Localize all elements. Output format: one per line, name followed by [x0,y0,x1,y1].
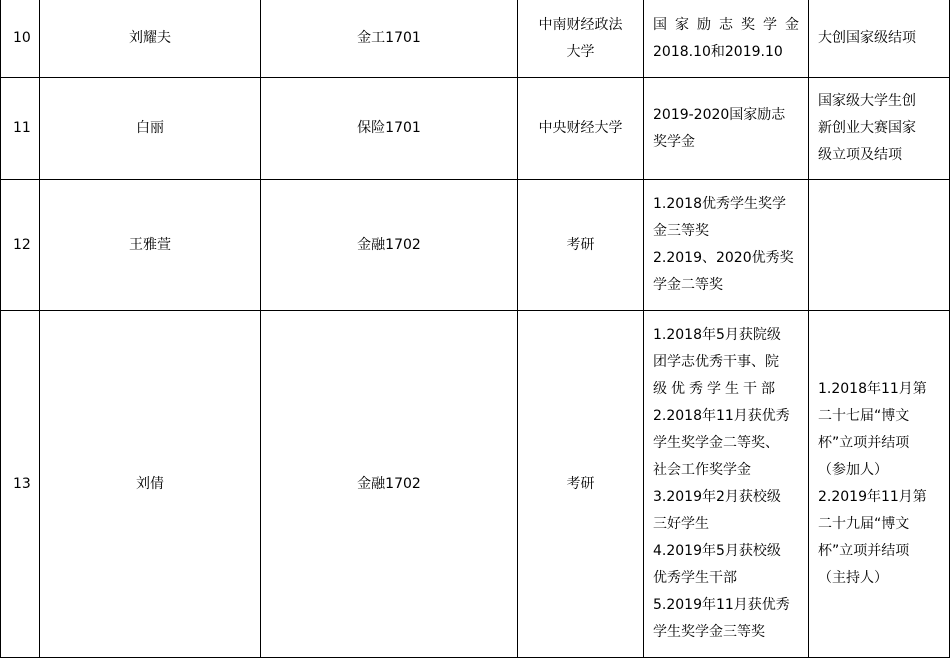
student-class: 金融1702 [261,311,518,658]
award-line: 学生奖学金三等奖 [653,624,765,640]
award-line: 金三等奖 [653,223,709,239]
student-class: 金融1702 [261,180,518,311]
student-name: 王雅萱 [40,180,261,311]
project-line: 二十九届“博文 [818,516,910,532]
project-line: 国家级大学生创 [818,93,916,109]
destination-cell [518,78,644,180]
student-name: 刘倩 [40,311,261,658]
award-line: 1.2018优秀学生奖学 [653,196,786,212]
table-row [1,78,950,180]
award-line: 1.2018年5月获院级 [653,327,781,343]
award-line: 2.2019、2020优秀奖 [653,250,794,266]
award-line: 2019-2020国家励志 [653,106,786,123]
project-line: 1.2018年11月第 [818,381,927,397]
projects-cell [809,0,950,78]
project-line: 新创业大赛国家 [818,120,916,136]
project-line: 2.2019年11月第 [818,489,927,505]
award-line: 学金二等奖 [653,277,723,293]
project-line: 杯”立项并结项 [818,543,910,559]
destination-cell [518,311,644,658]
project-line: （参加人） [818,462,888,478]
destination-line: 考研 [566,236,595,253]
destination-cell [518,0,644,78]
award-line: 3.2019年2月获校级 [653,489,781,505]
table-row [1,311,950,658]
student-class: 保险1701 [261,78,518,180]
awards-cell [644,311,809,658]
awards-cell [644,0,809,78]
destination-line: 大学 [566,43,595,60]
student-class: 金工1701 [261,0,518,78]
award-line: 奖学金 [653,133,695,150]
row-index: 12 [1,180,40,311]
award-line: 级优秀学生干部 [653,381,779,397]
projects-cell [809,311,950,658]
student-name: 刘耀夫 [40,0,261,78]
award-line: 4.2019年5月获校级 [653,543,781,559]
destination-line: 中央财经大学 [538,120,623,136]
projects-cell [809,78,950,180]
award-line: 团学志优秀干事、院 [653,354,779,370]
award-line: 优秀学生干部 [653,570,737,586]
award-line: 社会工作奖学金 [653,462,751,478]
award-line: 学生奖学金二等奖、 [653,435,779,451]
row-index: 10 [1,0,40,78]
row-index: 13 [1,311,40,658]
destination-line: 考研 [566,475,595,492]
award-line: 2.2018年11月获优秀 [653,408,790,424]
student-name: 白丽 [40,78,261,180]
project-line: 杯”立项并结项 [818,435,910,451]
project-line: （主持人） [818,570,888,586]
awards-cell [644,180,809,311]
destination-line: 中南财经政法 [538,16,623,33]
destination-cell [518,180,644,311]
awards-cell [644,78,809,180]
row-index: 11 [1,78,40,180]
table-row [1,0,950,78]
project-line: 级立项及结项 [818,147,902,163]
projects-cell [809,180,950,311]
project-line: 大创国家级结项 [818,30,916,46]
award-line: 2018.10和2019.10 [653,43,783,60]
award-line: 5.2019年11月获优秀 [653,597,790,613]
project-line: 二十七届“博文 [818,408,910,424]
award-line: 三好学生 [653,516,709,532]
table-row [1,180,950,311]
award-line: 国家励志奖学金 [653,16,807,33]
